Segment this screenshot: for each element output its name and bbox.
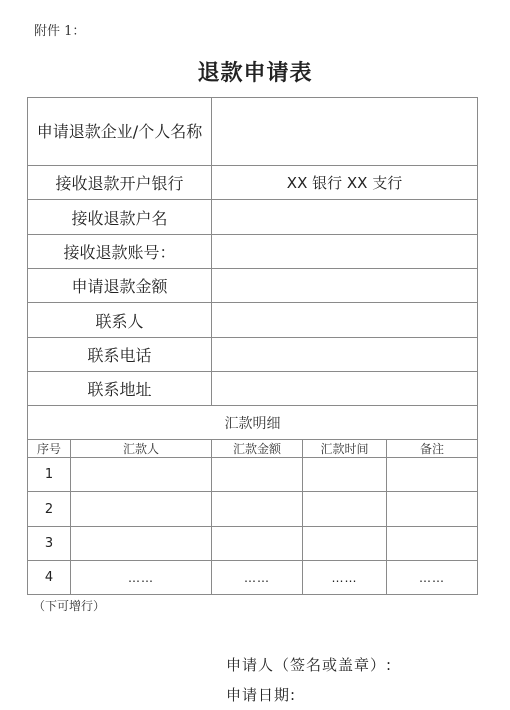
form-label-account-name: 接收退款户名 (28, 200, 212, 235)
form-row (28, 200, 478, 235)
cell-remitter[interactable]: …… (71, 561, 212, 595)
form-label-account-number: 接收退款账号： (28, 235, 212, 269)
form-title: 退款申请表 (197, 60, 313, 86)
cell-remark[interactable] (387, 458, 478, 492)
remittance-section-title: 汇款明细 (28, 406, 478, 440)
cell-remark[interactable] (387, 527, 478, 561)
cell-amount[interactable] (212, 458, 303, 492)
form-label-amount: 申请退款金额 (28, 269, 212, 303)
cell-amount[interactable]: …… (212, 561, 303, 595)
table-row (28, 458, 478, 492)
header-remitter: 汇款人 (71, 440, 212, 458)
form-label-address: 联系地址 (28, 372, 212, 406)
cell-remark[interactable] (387, 492, 478, 527)
form-value-contact[interactable] (212, 303, 478, 338)
attachment-label: 附件 1： (34, 24, 86, 39)
form-value-applicant[interactable] (212, 98, 478, 166)
cell-time[interactable] (303, 527, 387, 561)
form-value-address[interactable] (212, 372, 478, 406)
application-date-label: 申请日期: (226, 686, 297, 704)
table-row (28, 527, 478, 561)
table-row (28, 561, 478, 595)
cell-amount[interactable] (212, 492, 303, 527)
row-index: 1 (28, 458, 71, 492)
form-value-account-name[interactable] (212, 200, 478, 235)
cell-time[interactable] (303, 458, 387, 492)
form-value-bank[interactable]: XX 银行 XX 支行 (212, 166, 478, 200)
form-value-amount[interactable] (212, 269, 478, 303)
row-index: 2 (28, 492, 71, 527)
applicant-signature-label: 申请人（签名或盖章）: (226, 656, 393, 674)
header-time: 汇款时间 (303, 440, 387, 458)
form-row (28, 338, 478, 372)
section-row (28, 406, 478, 440)
refund-form-table (27, 97, 478, 595)
form-row (28, 235, 478, 269)
remittance-header-row (28, 440, 478, 458)
cell-remitter[interactable] (71, 492, 212, 527)
header-amount: 汇款金额 (212, 440, 303, 458)
cell-amount[interactable] (212, 527, 303, 561)
header-index: 序号 (28, 440, 71, 458)
row-index: 4 (28, 561, 71, 595)
cell-time[interactable]: …… (303, 561, 387, 595)
cell-remark[interactable]: …… (387, 561, 478, 595)
table-row (28, 492, 478, 527)
cell-remitter[interactable] (71, 458, 212, 492)
form-label-bank: 接收退款开户银行 (28, 166, 212, 200)
form-row (28, 98, 478, 166)
form-label-phone: 联系电话 (28, 338, 212, 372)
form-row (28, 166, 478, 200)
form-row (28, 303, 478, 338)
form-label-contact: 联系人 (28, 303, 212, 338)
header-remark: 备注 (387, 440, 478, 458)
form-value-account-number[interactable] (212, 235, 478, 269)
footnote: （下可增行） (33, 599, 106, 613)
row-index: 3 (28, 527, 71, 561)
form-value-phone[interactable] (212, 338, 478, 372)
form-row (28, 372, 478, 406)
form-label-applicant: 申请退款企业/个人名称 (28, 98, 212, 166)
form-row (28, 269, 478, 303)
cell-time[interactable] (303, 492, 387, 527)
cell-remitter[interactable] (71, 527, 212, 561)
